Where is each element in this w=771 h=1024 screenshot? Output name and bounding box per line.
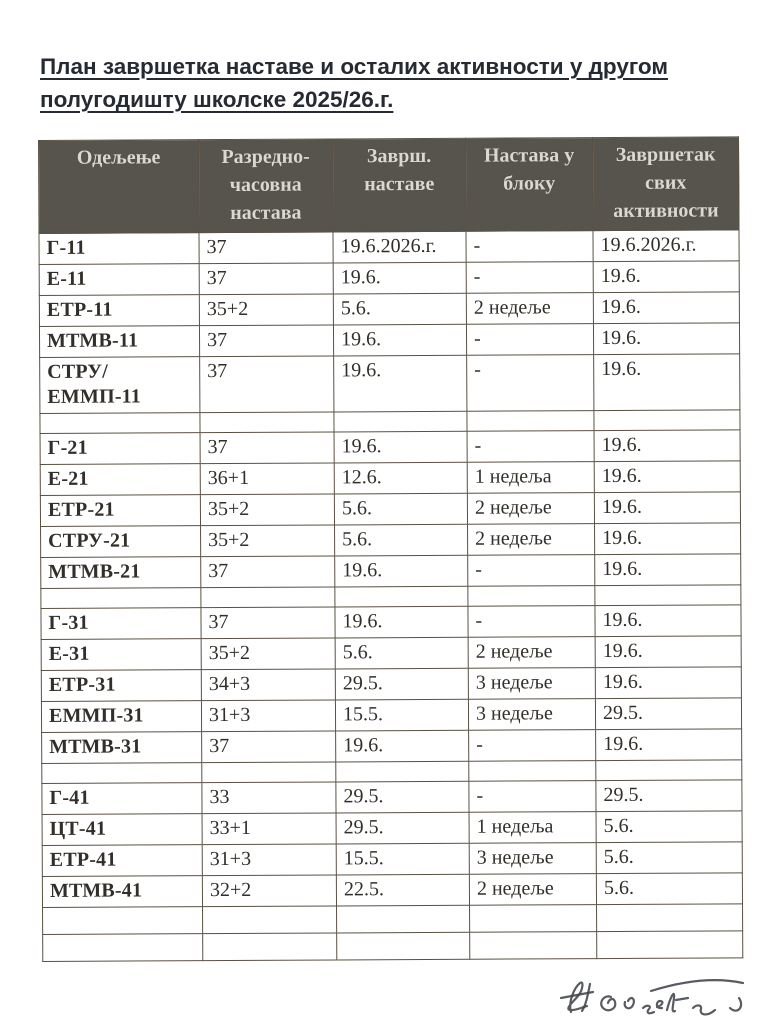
- table-cell: 34+3: [201, 669, 335, 701]
- table-cell: [594, 410, 740, 431]
- table-cell: 5.6.: [333, 293, 466, 325]
- header-cell-nastava-u-bloku: Настава у блоку: [465, 138, 592, 232]
- table-row: [42, 873, 742, 908]
- table-cell: -: [468, 606, 595, 638]
- table-cell: -: [468, 555, 595, 587]
- table-cell: 19.6.: [335, 606, 468, 638]
- table-cell: 31+3: [202, 844, 336, 876]
- table-row: [41, 605, 741, 640]
- table-cell: -: [466, 262, 593, 294]
- table-cell: Е-31: [41, 639, 201, 671]
- table-cell: 1 недеља: [469, 812, 596, 844]
- table-row: [41, 523, 741, 558]
- table-cell: -: [466, 324, 593, 356]
- table-row: [41, 667, 741, 702]
- table-cell: [42, 763, 202, 784]
- table-cell: Е-21: [40, 464, 200, 496]
- table-cell: 5.6.: [335, 524, 468, 556]
- table-body: [39, 230, 743, 962]
- table-row: [42, 811, 742, 846]
- signature-scribble-icon: [543, 952, 761, 1022]
- table-cell: МТМВ-21: [41, 557, 201, 589]
- table-row: [40, 461, 740, 496]
- table-cell: -: [467, 355, 594, 412]
- table-cell: ЦТ-41: [42, 814, 202, 846]
- table-cell: 19.6.: [595, 605, 741, 637]
- table-cell: 19.6.: [335, 555, 468, 587]
- table-cell: 29.5.: [596, 780, 742, 812]
- table-row: [41, 554, 741, 589]
- table-cell: [43, 907, 203, 935]
- table-cell: Г-11: [39, 233, 199, 265]
- table-row: [39, 292, 739, 327]
- table-cell: 3 недеље: [468, 668, 595, 700]
- table-cell: 2 недеље: [468, 524, 595, 556]
- table-cell: 3 недеље: [469, 843, 596, 875]
- table-row: [41, 698, 741, 733]
- page-title-line1: План завршетка наставе и осталих активности у другом: [40, 54, 669, 79]
- table-cell: ЕТР-11: [39, 295, 199, 327]
- table-cell: 37: [199, 325, 333, 357]
- schedule-table: [38, 136, 743, 962]
- table-row: [39, 323, 739, 358]
- table-cell: Г-21: [40, 433, 200, 465]
- table-cell: МТМВ-11: [39, 326, 199, 358]
- table-cell: -: [469, 730, 596, 762]
- table-cell: 2 недеље: [468, 637, 595, 669]
- table-cell: 19.6.: [594, 461, 740, 493]
- table-cell: 31+3: [201, 700, 335, 732]
- signature-handwriting: [543, 952, 761, 1022]
- table-cell: 5.6.: [596, 842, 742, 874]
- table-cell: ЕТР-21: [40, 495, 200, 527]
- table-cell: [203, 906, 337, 934]
- table-row: [39, 261, 739, 296]
- table-cell: 12.6.: [334, 462, 467, 494]
- header-cell-zavrsetak-svih-aktivnosti: Завршетак свих активности: [592, 137, 738, 231]
- table-cell: [43, 934, 203, 962]
- table-cell: ЕТР-41: [42, 845, 202, 877]
- table-cell: 19.6.: [596, 729, 742, 761]
- table-cell: [201, 587, 335, 608]
- table-header-row: [39, 137, 739, 234]
- header-cell-odeljenje: Одељење: [39, 140, 199, 234]
- table-cell: [41, 588, 201, 609]
- table-row: [42, 842, 742, 877]
- table-cell: 37: [200, 432, 334, 464]
- table-cell: 37: [199, 232, 333, 264]
- table-cell: 1 недеља: [467, 462, 594, 494]
- table-cell: 37: [201, 607, 335, 639]
- table-cell: 5.6.: [596, 873, 742, 905]
- table-cell: ЕММП-31: [41, 701, 201, 733]
- table-cell: -: [469, 781, 596, 813]
- table-row: [40, 430, 740, 465]
- table-cell: 19.6.2026.г.: [333, 231, 466, 263]
- table-cell: 19.6.: [594, 492, 740, 524]
- table-cell: МТМВ-31: [42, 732, 202, 764]
- table-cell: 5.6.: [335, 637, 468, 669]
- header-cell-zavrs-nastave: Заврш. наставе: [332, 138, 465, 232]
- table-cell: [200, 412, 334, 433]
- table-cell: 2 недеље: [467, 493, 594, 525]
- table-cell: 15.5.: [336, 843, 469, 875]
- table-spacer-row: [43, 904, 743, 935]
- table-cell: 19.6.: [334, 431, 467, 463]
- table-cell: 19.6.: [594, 430, 740, 462]
- table-header: [39, 137, 739, 234]
- table-cell: [597, 904, 743, 932]
- table-cell: 22.5.: [336, 874, 469, 906]
- table-cell: Е-11: [39, 264, 199, 296]
- table-cell: 19.6.: [593, 323, 739, 355]
- table-cell: [470, 905, 597, 933]
- page-title: [40, 50, 745, 116]
- table-cell: [203, 933, 337, 961]
- table-cell: [334, 411, 467, 432]
- table-cell: 19.6.: [334, 355, 467, 412]
- table-cell: [335, 586, 468, 607]
- table-cell: Г-31: [41, 608, 201, 640]
- table-cell: [595, 585, 741, 606]
- table-cell: 19.6.: [595, 667, 741, 699]
- table-cell: 29.5.: [336, 781, 469, 813]
- table-cell: [337, 932, 470, 960]
- table-row: [39, 230, 739, 265]
- table-cell: -: [466, 231, 593, 263]
- table-cell: 2 недеље: [469, 874, 596, 906]
- table-cell: 2 недеље: [466, 293, 593, 325]
- table-row: [42, 780, 742, 815]
- table-cell: 19.6.: [594, 354, 740, 411]
- table-cell: 35+2: [200, 494, 334, 526]
- schedule-table-wrap: [38, 136, 742, 962]
- table-cell: 36+1: [200, 463, 334, 495]
- table-cell: 5.6.: [596, 811, 742, 843]
- table-cell: СТРУ-21: [41, 526, 201, 558]
- table-cell: 15.5.: [335, 699, 468, 731]
- table-cell: 37: [202, 731, 336, 763]
- table-cell: 32+2: [202, 875, 336, 907]
- table-cell: [337, 905, 470, 933]
- table-cell: 19.6.2026.г.: [593, 230, 739, 262]
- table-row: [40, 492, 740, 527]
- table-row: [40, 354, 740, 414]
- table-cell: 19.6.: [595, 636, 741, 668]
- table-row: [41, 636, 741, 671]
- table-cell: 3 недеље: [468, 699, 595, 731]
- table-cell: 19.6.: [595, 554, 741, 586]
- table-cell: 37: [201, 556, 335, 588]
- table-row: [42, 729, 742, 764]
- table-cell: [202, 762, 336, 783]
- table-cell: 29.5.: [336, 812, 469, 844]
- table-cell: 19.6.: [336, 730, 469, 762]
- table-cell: [40, 413, 200, 434]
- table-cell: 35+2: [201, 525, 335, 557]
- table-cell: 29.5.: [595, 698, 741, 730]
- table-cell: 35+2: [201, 638, 335, 670]
- table-cell: 37: [200, 356, 334, 413]
- table-cell: ЕТР-31: [41, 670, 201, 702]
- table-cell: СТРУ/ЕММП-11: [40, 357, 200, 414]
- page-title-line2: полугодишту школске 2025/26.г.: [40, 87, 394, 113]
- table-cell: 35+2: [199, 294, 333, 326]
- table-cell: -: [467, 431, 594, 463]
- table-cell: 37: [199, 263, 333, 295]
- table-cell: МТМВ-41: [42, 876, 202, 908]
- table-cell: 33+1: [202, 813, 336, 845]
- table-cell: 19.6.: [593, 292, 739, 324]
- table-cell: Г-41: [42, 783, 202, 815]
- table-cell: 19.6.: [595, 523, 741, 555]
- header-cell-razredno-casovna-nastava: Разредно-часовна настава: [199, 139, 333, 233]
- table-cell: [469, 761, 596, 782]
- table-cell: [596, 760, 742, 781]
- table-cell: [468, 586, 595, 607]
- table-cell: 19.6.: [333, 324, 466, 356]
- table-cell: [467, 411, 594, 432]
- table-cell: 19.6.: [333, 262, 466, 294]
- table-cell: 19.6.: [593, 261, 739, 293]
- table-cell: 5.6.: [334, 493, 467, 525]
- table-cell: [336, 761, 469, 782]
- table-cell: 33: [202, 782, 336, 814]
- table-cell: 29.5.: [335, 668, 468, 700]
